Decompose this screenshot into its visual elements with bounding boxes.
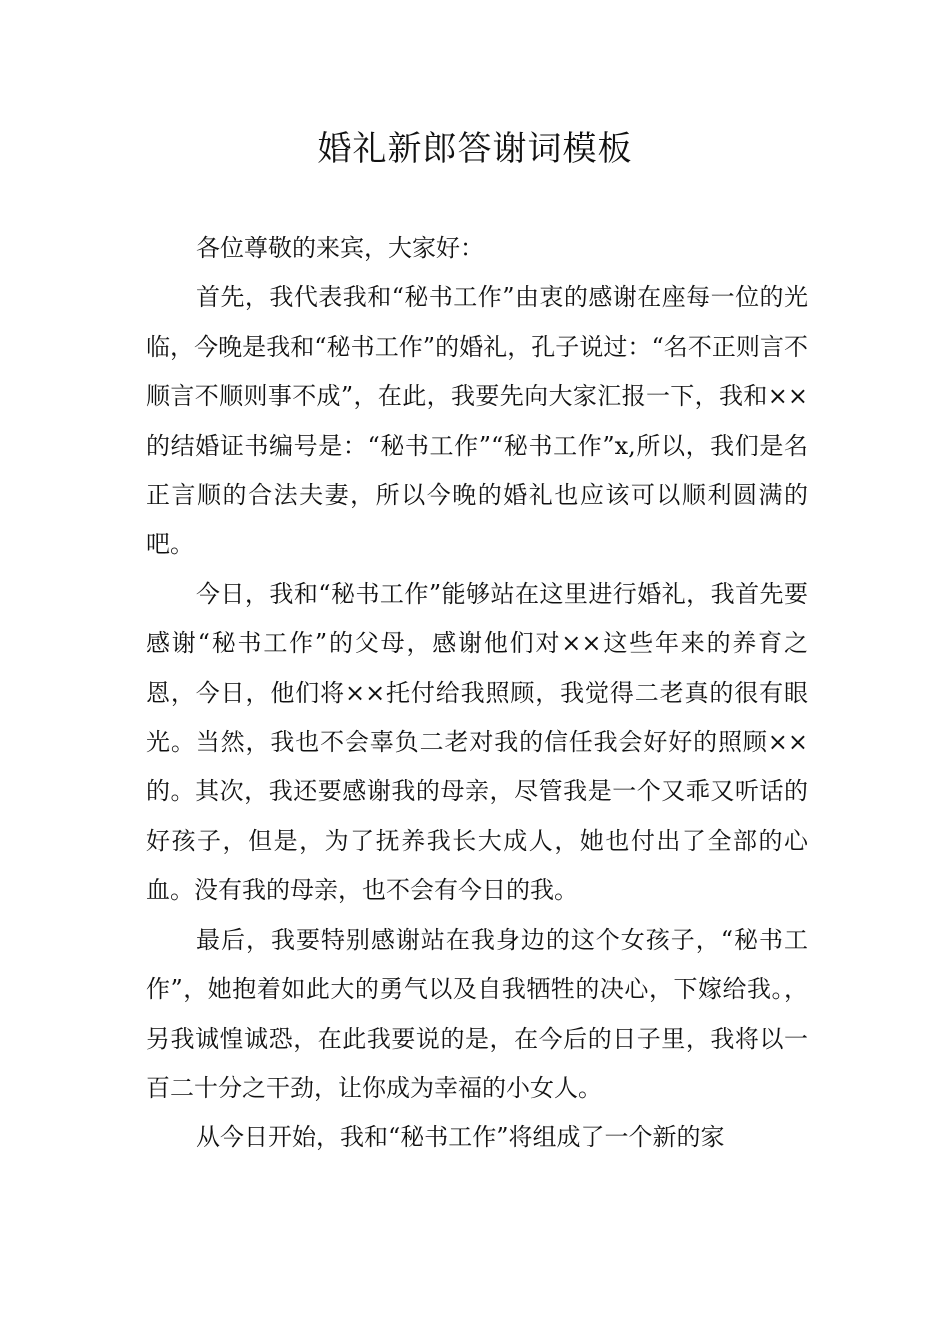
document-body <box>146 224 808 1163</box>
paragraph-new-family: 从今日开始，我和“秘书工作”将组成了一个新的家 <box>196 1123 725 1152</box>
document-title: 婚礼新郎答谢词模板 <box>317 129 633 169</box>
paragraph-thanks-bride: 最后，我要特别感谢站在我身边的这个女孩子，“秘书工作”，她抱着如此大的勇气以及自我牺牲的决心，下嫁给我。，另我诚惶诚恐，在此我要说的是，在今后的日子里，我将以一百二十分之干劲，让你成为幸福的小女人。 <box>146 925 808 1102</box>
paragraph-thanks-parents: 今日，我和“秘书工作”能够站在这里进行婚礼，我首先要感谢“秘书工作”的父母，感谢他们对××这些年来的养育之恩，今日，他们将××托付给我照顾，我觉得二老真的很有眼光。当然，我也不会辜负二老对我的信任我会好好的照顾××的。其次，我还要感谢我的母亲，尽管我是一个又乖又听话的好孩子，但是，为了抚养我长大成人，她也付出了全部的心血。没有我的母亲，也不会有今日的我。 <box>146 579 808 905</box>
paragraph-opening-thanks: 首先，我代表我和“秘书工作”由衷的感谢在座每一位的光临，今晚是我和“秘书工作”的婚礼，孔子说过：“名不正则言不顺言不顺则事不成”，在此，我要先向大家汇报一下，我和××的结婚证书编号是：“秘书工作”“秘书工作”x,所以，我们是名正言顺的合法夫妻，所以今晚的婚礼也应该可以顺利圆满的吧。 <box>146 283 808 559</box>
paragraph-greeting: 各位尊敬的来宾，大家好： <box>196 234 484 262</box>
